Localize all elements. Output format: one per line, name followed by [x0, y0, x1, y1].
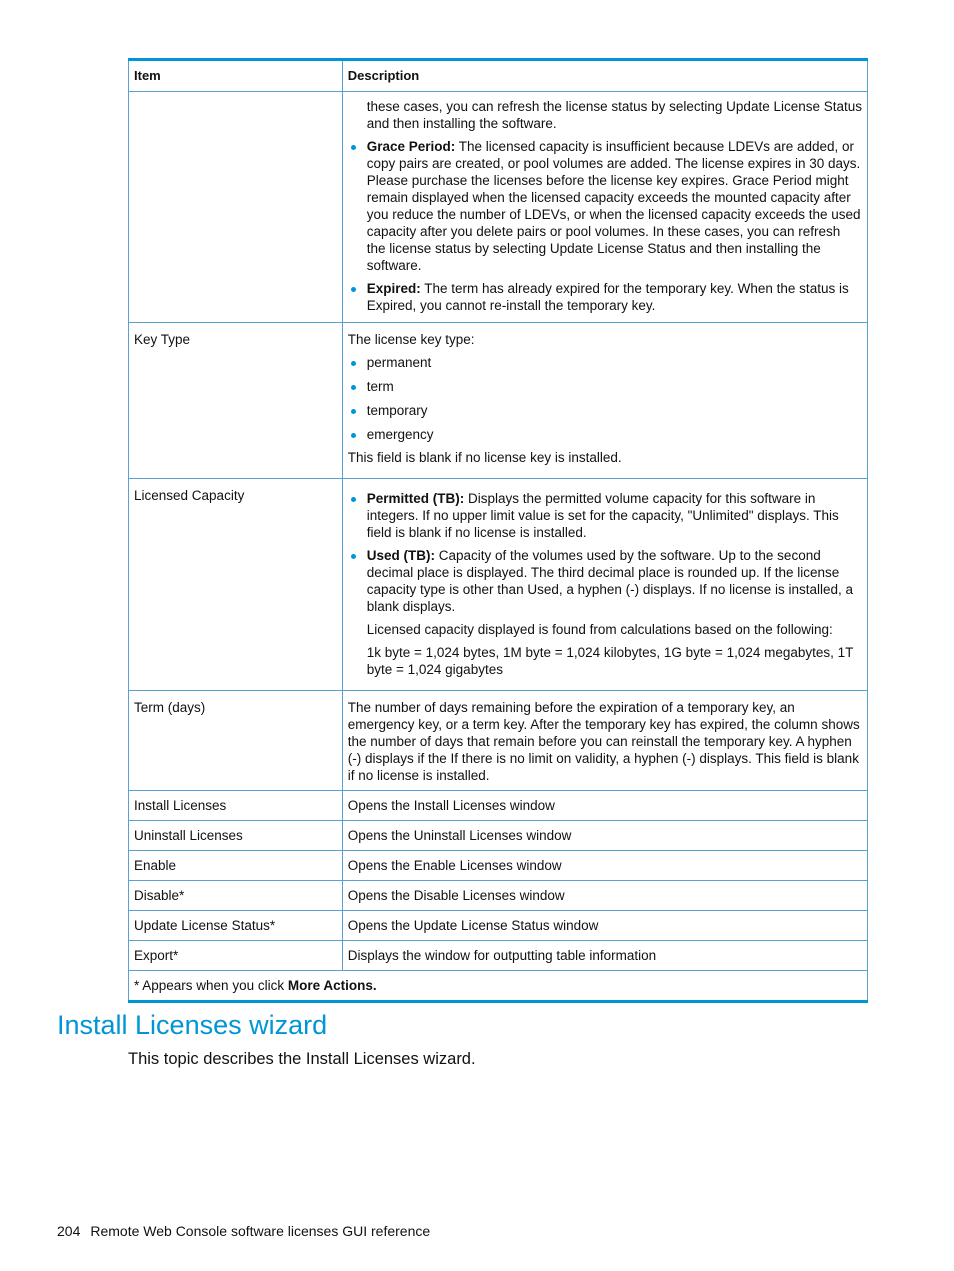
gui-reference-table: [128, 58, 868, 1003]
status-list: [348, 138, 862, 314]
cell-item: Licensed Capacity: [129, 479, 343, 691]
cell-item: Uninstall Licenses: [129, 821, 343, 851]
term-label: Used (TB):: [366, 548, 435, 563]
cell-description: [342, 323, 867, 479]
cell-item: Export*: [129, 941, 343, 971]
footnote-emphasis: More Actions.: [287, 978, 377, 993]
header-item: Item: [129, 60, 343, 92]
cell-item: Term (days): [129, 691, 343, 791]
table-row: [129, 941, 868, 971]
table-row-term-days: [129, 691, 868, 791]
header-description: Description: [342, 60, 867, 92]
term-label: Expired:: [366, 281, 421, 296]
section-title: Install Licenses wizard: [57, 1010, 328, 1040]
list-item-used: [348, 547, 862, 615]
cell-description: Displays the window for outputting table information: [342, 941, 867, 971]
cell-description: [342, 479, 867, 691]
cell-description: Opens the Uninstall Licenses window: [342, 821, 867, 851]
key-type-intro: The license key type:: [347, 332, 475, 347]
capacity-list: [348, 490, 862, 615]
cell-item: Enable: [129, 851, 343, 881]
cell-description: Opens the Disable Licenses window: [342, 881, 867, 911]
table-row-status-continued: [129, 92, 868, 323]
term-text: The licensed capacity is insufficient because LDEVs are added, or copy pairs are created, or pool volumes are added. The license expires in 30 days. Please purchase the licenses before the license key expires. Grace Period might remain displayed when the licensed capacity exceeds the mounted capacity after you reduce the number of LDEVs, or when the licensed capacity exceeds the used capacity after you delete pairs or pool volumes. In these cases, you can refresh the license status by selecting Update License Status and then installing the software.: [366, 139, 861, 273]
list-item: emergency: [348, 426, 862, 443]
page-footer: [57, 1223, 430, 1239]
chapter-title: Remote Web Console software licenses GUI reference: [90, 1223, 431, 1239]
table-row: [129, 851, 868, 881]
table-footnote: [129, 971, 868, 1002]
calc-note: Licensed capacity displayed is found from calculations based on the following:: [366, 622, 833, 637]
cell-item: Install Licenses: [129, 791, 343, 821]
continuation-text: these cases, you can refresh the license status by selecting Update License Status and then installing the software.: [366, 99, 863, 131]
term-text: Capacity of the volumes used by the software. Up to the second decimal place is displayed. The third decimal place is rounded up. If the license capacity type is other than Used, a hyphen (-) displays. If no license is installed, a blank displays.: [366, 548, 853, 614]
table-row-licensed-capacity: [129, 479, 868, 691]
table-row-key-type: [129, 323, 868, 479]
page-number: 204: [57, 1223, 81, 1239]
table-row: [129, 791, 868, 821]
list-item-permitted: [348, 490, 862, 541]
cell-description: [342, 92, 867, 323]
list-item-grace-period: [348, 138, 862, 274]
list-item: permanent: [348, 354, 862, 371]
table-row: [129, 821, 868, 851]
section-intro: This topic describes the Install Licenses wizard.: [128, 1050, 476, 1068]
term-label: Permitted (TB):: [366, 491, 465, 506]
key-type-list: [348, 354, 862, 443]
table-footnote-row: [129, 971, 868, 1002]
cell-item: Update License Status*: [129, 911, 343, 941]
table-header-row: [129, 60, 868, 92]
cell-description: The number of days remaining before the expiration of a temporary key, an emergency key, or a term key. After the temporary key has expired, the column shows the number of days that remain before you can reinstall the temporary key. A hyphen (-) displays if the If there is no limit on validity, a hyphen (-) displays. This field is blank if no license is installed.: [342, 691, 867, 791]
list-item: temporary: [348, 402, 862, 419]
table-row: [129, 881, 868, 911]
unit-definitions: 1k byte = 1,024 bytes, 1M byte = 1,024 kilobytes, 1G byte = 1,024 megabytes, 1T byte = 1,024 gigabytes: [366, 645, 854, 677]
cell-item: Disable*: [129, 881, 343, 911]
list-item: term: [348, 378, 862, 395]
term-text: The term has already expired for the temporary key. When the status is Expired, you cannot re-install the temporary key.: [366, 281, 849, 313]
cell-description: Opens the Update License Status window: [342, 911, 867, 941]
cell-description: Opens the Install Licenses window: [342, 791, 867, 821]
term-label: Grace Period:: [366, 139, 456, 154]
cell-item-empty: [129, 92, 343, 323]
footnote-text: * Appears when you click: [134, 978, 288, 993]
list-item-expired: [348, 280, 862, 314]
cell-description: Opens the Enable Licenses window: [342, 851, 867, 881]
table-row: [129, 911, 868, 941]
key-type-note: This field is blank if no license key is installed.: [347, 450, 622, 465]
cell-item: Key Type: [129, 323, 343, 479]
term-text: Displays the permitted volume capacity for this software in integers. If no upper limit value is set for the capacity, "Unlimited" displays. This field is blank if no license is installed.: [366, 491, 839, 540]
